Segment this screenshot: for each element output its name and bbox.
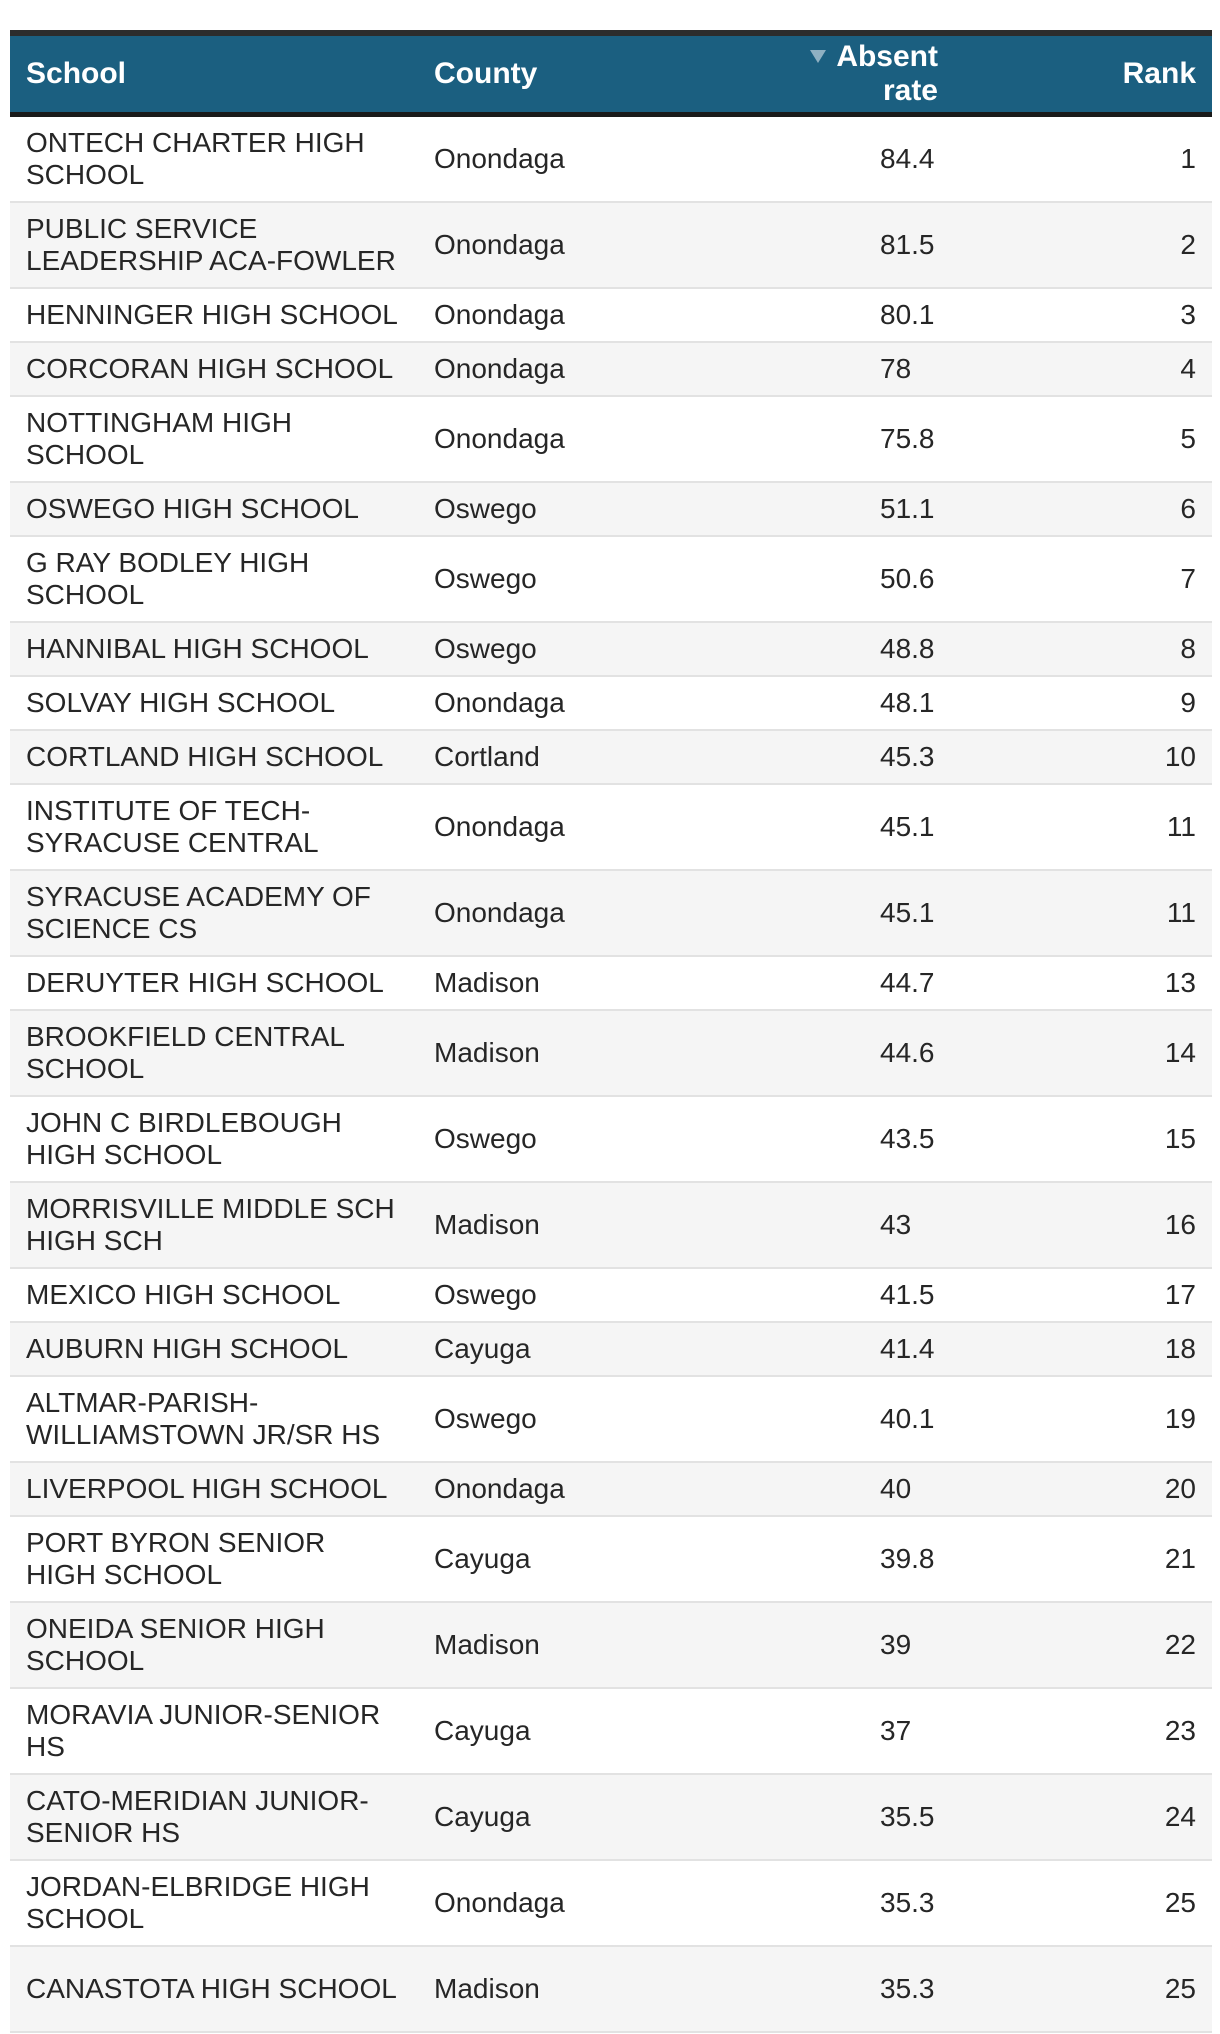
cell-school: HENNINGER HIGH SCHOOL (10, 288, 418, 342)
table-row (10, 784, 1212, 870)
cell-rank: 1 (938, 115, 1212, 203)
table-row (10, 1774, 1212, 1860)
cell-county: Oswego (418, 622, 744, 676)
cell-absent-rate: 45.3 (744, 730, 938, 784)
column-header-absent-rate[interactable] (744, 33, 938, 115)
cell-county: Madison (418, 1946, 744, 2032)
table-container (10, 30, 1212, 2033)
cell-rank: 21 (938, 1516, 1212, 1602)
cell-rank: 15 (938, 1096, 1212, 1182)
table-row (10, 1860, 1212, 1946)
cell-rank: 2 (938, 202, 1212, 288)
table-row (10, 956, 1212, 1010)
table-row (10, 1376, 1212, 1462)
cell-county: Madison (418, 1602, 744, 1688)
cell-county: Onondaga (418, 1462, 744, 1516)
table-row (10, 870, 1212, 956)
column-header-rank-label: Rank (1122, 57, 1196, 90)
cell-rank: 17 (938, 1268, 1212, 1322)
cell-rank: 24 (938, 1774, 1212, 1860)
table-row (10, 482, 1212, 536)
cell-absent-rate: 40.1 (744, 1376, 938, 1462)
cell-absent-rate: 75.8 (744, 396, 938, 482)
cell-county: Oswego (418, 1268, 744, 1322)
cell-rank: 22 (938, 1602, 1212, 1688)
cell-school: ONEIDA SENIOR HIGH SCHOOL (10, 1602, 418, 1688)
table-row (10, 1096, 1212, 1182)
cell-school: DERUYTER HIGH SCHOOL (10, 956, 418, 1010)
cell-school: HANNIBAL HIGH SCHOOL (10, 622, 418, 676)
cell-county: Cortland (418, 730, 744, 784)
cell-school: BROOKFIELD CENTRAL SCHOOL (10, 1010, 418, 1096)
column-header-school[interactable] (10, 33, 418, 115)
cell-county: Cayuga (418, 1688, 744, 1774)
cell-absent-rate: 84.4 (744, 115, 938, 203)
cell-rank: 4 (938, 342, 1212, 396)
cell-rank: 9 (938, 676, 1212, 730)
column-header-school-label: School (26, 57, 127, 90)
table-row (10, 1688, 1212, 1774)
table-header (10, 33, 1212, 115)
cell-county: Onondaga (418, 396, 744, 482)
cell-absent-rate: 35.3 (744, 1946, 938, 2032)
cell-rank: 6 (938, 482, 1212, 536)
table-row (10, 1322, 1212, 1376)
absence-table (10, 30, 1212, 2033)
cell-county: Onondaga (418, 115, 744, 203)
cell-absent-rate: 48.1 (744, 676, 938, 730)
table-row (10, 342, 1212, 396)
cell-absent-rate: 50.6 (744, 536, 938, 622)
cell-absent-rate: 41.5 (744, 1268, 938, 1322)
cell-county: Onondaga (418, 288, 744, 342)
cell-county: Cayuga (418, 1322, 744, 1376)
cell-rank: 11 (938, 870, 1212, 956)
table-body (10, 115, 1212, 2033)
cell-absent-rate: 43 (744, 1182, 938, 1268)
cell-county: Onondaga (418, 870, 744, 956)
cell-absent-rate: 45.1 (744, 784, 938, 870)
cell-absent-rate: 78 (744, 342, 938, 396)
cell-absent-rate: 37 (744, 1688, 938, 1774)
cell-absent-rate: 80.1 (744, 288, 938, 342)
cell-absent-rate: 51.1 (744, 482, 938, 536)
cell-absent-rate: 81.5 (744, 202, 938, 288)
table-row (10, 536, 1212, 622)
cell-absent-rate: 35.3 (744, 1860, 938, 1946)
table-row (10, 1946, 1212, 2032)
column-header-absent-rate-label: Absent rate (836, 40, 938, 107)
cell-county: Madison (418, 1010, 744, 1096)
cell-school: PUBLIC SERVICE LEADERSHIP ACA-FOWLER (10, 202, 418, 288)
cell-absent-rate: 41.4 (744, 1322, 938, 1376)
cell-school: NOTTINGHAM HIGH SCHOOL (10, 396, 418, 482)
cell-rank: 3 (938, 288, 1212, 342)
cell-rank: 14 (938, 1010, 1212, 1096)
cell-absent-rate: 39 (744, 1602, 938, 1688)
cell-county: Oswego (418, 536, 744, 622)
cell-absent-rate: 44.6 (744, 1010, 938, 1096)
cell-rank: 11 (938, 784, 1212, 870)
cell-county: Madison (418, 1182, 744, 1268)
table-row (10, 202, 1212, 288)
cell-school: PORT BYRON SENIOR HIGH SCHOOL (10, 1516, 418, 1602)
cell-rank: 25 (938, 1946, 1212, 2032)
cell-school: SYRACUSE ACADEMY OF SCIENCE CS (10, 870, 418, 956)
cell-school: CORCORAN HIGH SCHOOL (10, 342, 418, 396)
cell-school: JORDAN-ELBRIDGE HIGH SCHOOL (10, 1860, 418, 1946)
table-row (10, 1268, 1212, 1322)
cell-absent-rate: 40 (744, 1462, 938, 1516)
cell-school: MORRISVILLE MIDDLE SCH HIGH SCH (10, 1182, 418, 1268)
cell-county: Oswego (418, 482, 744, 536)
cell-school: MORAVIA JUNIOR-SENIOR HS (10, 1688, 418, 1774)
cell-county: Madison (418, 956, 744, 1010)
cell-school: AUBURN HIGH SCHOOL (10, 1322, 418, 1376)
cell-school: MEXICO HIGH SCHOOL (10, 1268, 418, 1322)
table-row (10, 1182, 1212, 1268)
table-row (10, 288, 1212, 342)
cell-county: Cayuga (418, 1774, 744, 1860)
cell-rank: 7 (938, 536, 1212, 622)
cell-rank: 10 (938, 730, 1212, 784)
cell-rank: 23 (938, 1688, 1212, 1774)
cell-absent-rate: 43.5 (744, 1096, 938, 1182)
cell-school: G RAY BODLEY HIGH SCHOOL (10, 536, 418, 622)
table-row (10, 730, 1212, 784)
cell-school: LIVERPOOL HIGH SCHOOL (10, 1462, 418, 1516)
cell-county: Cayuga (418, 1516, 744, 1602)
sort-descending-icon (810, 50, 826, 63)
cell-county: Onondaga (418, 202, 744, 288)
cell-school: INSTITUTE OF TECH-SYRACUSE CENTRAL (10, 784, 418, 870)
cell-county: Onondaga (418, 1860, 744, 1946)
cell-county: Oswego (418, 1096, 744, 1182)
table-row (10, 1602, 1212, 1688)
cell-rank: 25 (938, 1860, 1212, 1946)
cell-rank: 5 (938, 396, 1212, 482)
cell-rank: 13 (938, 956, 1212, 1010)
cell-county: Onondaga (418, 676, 744, 730)
cell-school: ALTMAR-PARISH-WILLIAMSTOWN JR/SR HS (10, 1376, 418, 1462)
cell-school: OSWEGO HIGH SCHOOL (10, 482, 418, 536)
cell-school: JOHN C BIRDLEBOUGH HIGH SCHOOL (10, 1096, 418, 1182)
column-header-rank[interactable] (938, 33, 1212, 115)
cell-school: CORTLAND HIGH SCHOOL (10, 730, 418, 784)
header-row (10, 33, 1212, 115)
table-row (10, 622, 1212, 676)
cell-county: Oswego (418, 1376, 744, 1462)
cell-school: CANASTOTA HIGH SCHOOL (10, 1946, 418, 2032)
cell-rank: 20 (938, 1462, 1212, 1516)
cell-absent-rate: 48.8 (744, 622, 938, 676)
cell-absent-rate: 39.8 (744, 1516, 938, 1602)
table-row (10, 676, 1212, 730)
cell-school: ONTECH CHARTER HIGH SCHOOL (10, 115, 418, 203)
column-header-county-label: County (434, 57, 538, 90)
table-row (10, 1516, 1212, 1602)
cell-rank: 16 (938, 1182, 1212, 1268)
cell-school: SOLVAY HIGH SCHOOL (10, 676, 418, 730)
table-row (10, 1010, 1212, 1096)
table-row (10, 396, 1212, 482)
column-header-county[interactable] (418, 33, 744, 115)
cell-county: Onondaga (418, 784, 744, 870)
table-row (10, 1462, 1212, 1516)
cell-rank: 18 (938, 1322, 1212, 1376)
cell-absent-rate: 35.5 (744, 1774, 938, 1860)
cell-rank: 19 (938, 1376, 1212, 1462)
cell-county: Onondaga (418, 342, 744, 396)
cell-absent-rate: 45.1 (744, 870, 938, 956)
cell-rank: 8 (938, 622, 1212, 676)
table-row (10, 115, 1212, 203)
cell-school: CATO-MERIDIAN JUNIOR-SENIOR HS (10, 1774, 418, 1860)
cell-absent-rate: 44.7 (744, 956, 938, 1010)
